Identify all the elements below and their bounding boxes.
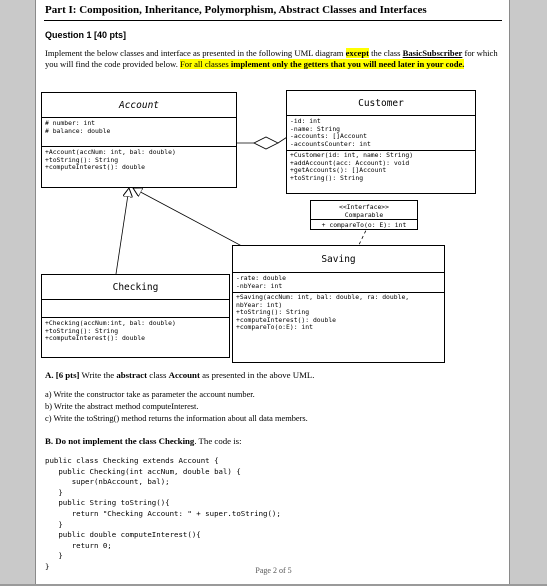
comparable-separator	[311, 219, 417, 220]
part-a-item-c: c) Write the toString() method returns the information about all data members.	[45, 414, 308, 423]
customer-methods	[290, 152, 413, 182]
checking-separator-1	[42, 299, 229, 300]
account-method: +Account(accNum: int, bal: double)	[45, 148, 176, 156]
account-methods	[45, 149, 176, 172]
comparable-method: + compareTo(o: E): int	[321, 221, 407, 229]
code-block	[45, 456, 281, 573]
code-line: return "Checking Account: " + super.toString();	[45, 508, 281, 518]
saving-attr: -nbYear: int	[236, 281, 283, 290]
uml-class-customer	[286, 90, 476, 194]
uml-class-saving	[232, 245, 445, 363]
intro-except: except	[345, 48, 369, 58]
account-method: +toString(): String	[45, 155, 119, 164]
code-line: }	[45, 487, 63, 497]
part-a-item-a: a) Write the constructor take as parameter the account number.	[45, 390, 255, 399]
saving-attr: -rate: double	[236, 274, 287, 282]
code-line: public String toString(){	[45, 498, 170, 508]
code-line: public class Checking extends Account {	[45, 456, 219, 465]
saving-class-name: Saving	[321, 254, 356, 265]
part-a-class: Account	[168, 370, 200, 380]
intro-highlight-implement: implement only the getters that you will need later in your code.	[230, 59, 465, 69]
code-line: }	[45, 551, 63, 561]
account-attr: # number: int	[45, 119, 96, 127]
part-a-text-3: as presented in the above UML.	[199, 370, 315, 380]
uml-interface-comparable	[310, 200, 418, 230]
customer-class-name: Customer	[358, 98, 404, 109]
customer-method: +addAccount(acc: Account): void	[290, 158, 410, 167]
customer-method: +getAccounts(): []Account	[290, 166, 387, 175]
part-a-abstract: abstract	[116, 370, 148, 380]
intro-highlight-a: For all classes	[180, 59, 231, 69]
code-line: return 0;	[45, 540, 112, 550]
composition-diamond	[254, 137, 278, 149]
intro-text-3: for which you will find the code provided below.	[45, 48, 498, 69]
account-method: +computeInterest(): double	[45, 163, 146, 172]
part-a-points: [6 pts]	[55, 370, 80, 380]
code-line: super(nbAccount, bal);	[45, 477, 170, 487]
part-a-heading	[45, 370, 314, 380]
account-separator-2	[42, 146, 236, 147]
comparable-stereotype: <<Interface>>	[338, 203, 390, 211]
section-title: Part I: Composition, Inheritance, Polymorphism, Abstract Classes and Interfaces	[45, 4, 427, 16]
account-attr: # balance: double	[45, 126, 111, 135]
customer-method: +toString(): String	[290, 173, 364, 182]
checking-methods	[45, 320, 176, 343]
part-a-label: A.	[45, 370, 54, 380]
account-class-name: Account	[118, 100, 160, 111]
intro-text-1: Implement the below classes and interface as presented in the following UML diagram	[45, 48, 346, 58]
part-a-text: Write the	[79, 370, 117, 380]
uml-class-account	[41, 92, 237, 188]
checking-inherits-account	[116, 188, 129, 274]
customer-attr: -name: String	[290, 124, 341, 133]
part-b-text: B. Do not implement the class	[45, 436, 159, 446]
checking-method: +Checking(accNum:int, bal: double)	[45, 319, 176, 327]
saving-method: +Saving(accNum: int, bal: double, ra: double,	[236, 293, 410, 301]
part-b-text-2: . The code is:	[194, 436, 242, 446]
page-number: Page 2 of 5	[255, 566, 292, 575]
checking-class-name: Checking	[112, 282, 159, 293]
code-line: }	[45, 519, 63, 529]
saving-attributes	[236, 275, 286, 290]
customer-attr: -accounts: []Account	[290, 132, 367, 141]
customer-attributes	[290, 118, 371, 148]
saving-method: +compareTo(o:E): int	[236, 323, 313, 332]
saving-method: +toString(): String	[236, 308, 310, 317]
customer-attr: -accountsCounter: int	[290, 139, 371, 148]
customer-separator-1	[287, 115, 475, 116]
part-a-text-2: class	[147, 370, 169, 380]
checking-method: +computeInterest(): double	[45, 334, 146, 343]
saving-separator-1	[233, 272, 444, 273]
comparable-name: Comparable	[344, 211, 384, 219]
part-a-item-b: b) Write the abstract method computeInterest.	[45, 402, 199, 411]
account-separator-1	[42, 117, 236, 118]
saving-methods	[236, 294, 409, 332]
intro-class-name: BasicSubscriber	[402, 48, 463, 58]
code-line: }	[45, 561, 50, 571]
question-heading: Question 1 [40 pts]	[45, 30, 127, 40]
intro-text-2: the class	[369, 48, 403, 58]
code-line: public Checking(int accNum, double bal) {	[45, 466, 241, 476]
saving-method: nbYear: int)	[236, 300, 283, 309]
part-b-heading	[45, 436, 242, 446]
customer-attr: -id: int	[290, 117, 321, 125]
saving-method: +computeInterest(): double	[236, 315, 337, 324]
checking-separator-2	[42, 317, 229, 318]
uml-class-checking	[41, 274, 230, 358]
part-b-class: Checking	[158, 436, 195, 446]
document-page	[35, 0, 510, 584]
customer-method: +Customer(id: int, name: String)	[290, 151, 414, 159]
code-line: public double computeInterest(){	[45, 530, 201, 540]
account-attributes	[45, 120, 110, 135]
checking-method: +toString(): String	[45, 326, 119, 335]
